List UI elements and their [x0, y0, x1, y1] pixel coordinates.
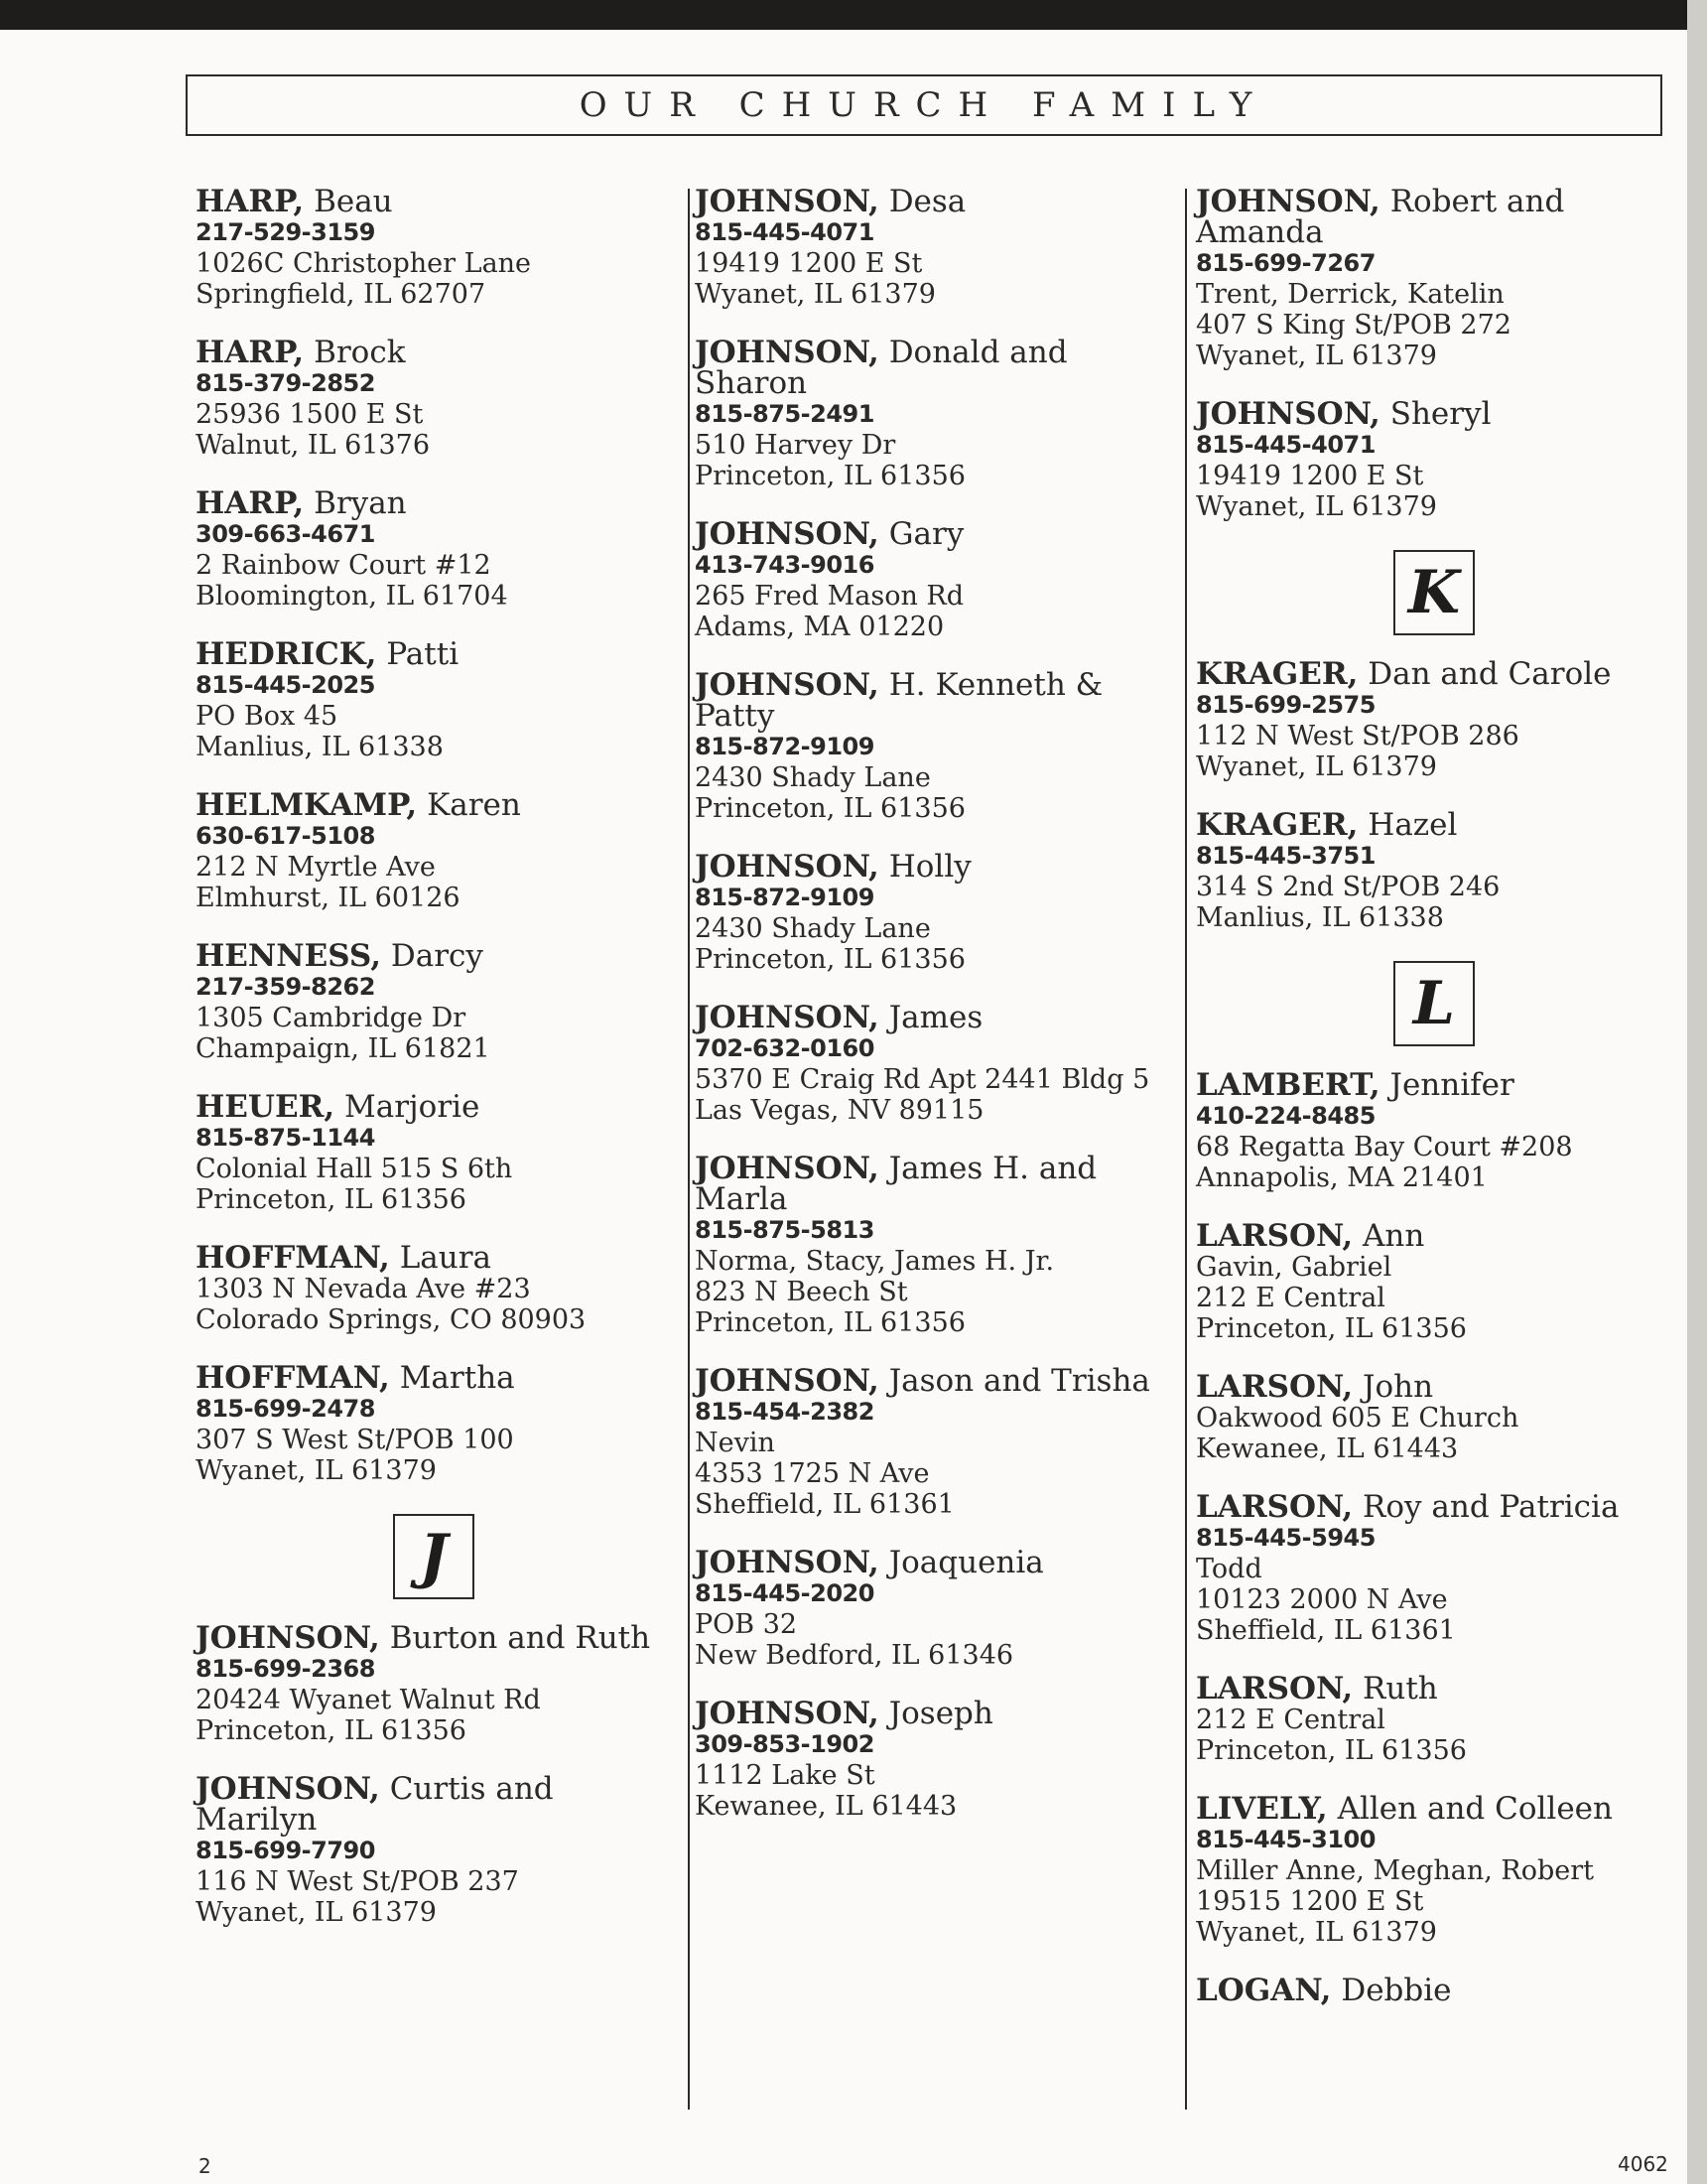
entry-given-names: H. Kenneth & Patty — [695, 667, 1104, 734]
entry-address-line: New Bedford, IL 61346 — [695, 1640, 1014, 1671]
entry-name — [695, 335, 1171, 401]
entry-name — [1196, 1791, 1672, 1827]
entry-name — [196, 1771, 672, 1838]
entry-given-names: Brock — [314, 335, 406, 370]
entry-given-names: Marjorie — [344, 1089, 480, 1125]
entry-surname: HARP, — [196, 184, 305, 219]
entry-given-names: Ruth — [1363, 1671, 1438, 1706]
entry-name — [1196, 1369, 1672, 1405]
entry-name — [196, 787, 672, 823]
entry-address-line: 510 Harvey Dr — [695, 430, 896, 461]
directory-entry — [1196, 396, 1672, 522]
page-number: 2 — [198, 2154, 211, 2178]
directory-column-1 — [196, 184, 672, 1956]
document-code: 4062 — [1618, 2152, 1668, 2176]
directory-entry — [196, 485, 672, 612]
entry-address-line: 1026C Christopher Lane — [196, 248, 532, 279]
entry-name — [695, 1363, 1171, 1399]
entry-phone: 630-617-5108 — [196, 822, 375, 850]
entry-address-line: 1112 Lake St — [695, 1760, 875, 1791]
entry-address-line: 314 S 2nd St/POB 246 — [1196, 872, 1501, 902]
entry-name — [695, 1545, 1171, 1580]
directory-entry — [695, 849, 1171, 975]
entry-phone: 815-445-3751 — [1196, 842, 1376, 870]
entry-address-line: Princeton, IL 61356 — [695, 793, 966, 824]
entry-name — [196, 485, 672, 521]
entry-surname: HELMKAMP, — [196, 787, 418, 823]
directory-entry — [695, 1363, 1171, 1520]
entry-surname: LARSON, — [1196, 1489, 1354, 1525]
entry-surname: KRAGER, — [1196, 807, 1359, 843]
entry-address-line: 10123 2000 N Ave — [1196, 1584, 1448, 1615]
entry-name — [1196, 396, 1672, 432]
directory-column-2 — [695, 184, 1171, 1849]
directory-entry — [695, 1151, 1171, 1338]
entry-phone: 815-875-2491 — [695, 400, 874, 428]
entry-address-line: Bloomington, IL 61704 — [196, 581, 508, 612]
entry-given-names: Gary — [888, 516, 965, 552]
directory-entry — [1196, 1369, 1672, 1464]
entry-given-names: Ann — [1363, 1218, 1425, 1254]
section-letter-k: K — [1393, 550, 1475, 635]
entry-address-line: 68 Regatta Bay Court #208 — [1196, 1132, 1573, 1162]
column-divider — [1185, 189, 1187, 2110]
entry-address-line: 1303 N Nevada Ave #23 — [196, 1274, 531, 1304]
entry-address-line: Manlius, IL 61338 — [196, 732, 444, 762]
entry-name — [196, 1620, 672, 1656]
directory-entry — [1196, 1218, 1672, 1344]
entry-surname: JOHNSON, — [1196, 184, 1380, 219]
entry-phone: 815-699-2575 — [1196, 691, 1376, 719]
entry-address-line: Miller Anne, Meghan, Robert — [1196, 1855, 1594, 1886]
entry-phone: 815-445-4071 — [1196, 431, 1376, 459]
entry-given-names: Curtis and Marilyn — [196, 1771, 554, 1838]
entry-given-names: Debbie — [1341, 1973, 1452, 2008]
title-box — [186, 74, 1662, 136]
entry-address-line: Springfield, IL 62707 — [196, 279, 486, 310]
directory-entry — [196, 636, 672, 762]
entry-address-line: Oakwood 605 E Church — [1196, 1403, 1519, 1433]
entry-address-line: 5370 E Craig Rd Apt 2441 Bldg 5 — [695, 1064, 1150, 1095]
entry-surname: JOHNSON, — [695, 849, 879, 885]
entry-name — [695, 1000, 1171, 1035]
directory-entry — [695, 335, 1171, 491]
directory-entry — [1196, 184, 1672, 371]
entry-address-line: Princeton, IL 61356 — [1196, 1735, 1467, 1766]
entry-address-line: Princeton, IL 61356 — [695, 944, 966, 975]
entry-surname: HARP, — [196, 335, 305, 370]
entry-surname: JOHNSON, — [695, 667, 879, 703]
directory-entry — [695, 184, 1171, 310]
entry-address-line: 2 Rainbow Court #12 — [196, 550, 491, 581]
directory-entry — [1196, 656, 1672, 782]
directory-entry — [1196, 1791, 1672, 1948]
entry-address-line: Adams, MA 01220 — [695, 612, 945, 642]
directory-entry — [196, 938, 672, 1064]
entry-phone: 815-872-9109 — [695, 884, 874, 911]
entry-name — [1196, 1671, 1672, 1706]
entry-given-names: Jennifer — [1389, 1067, 1514, 1103]
entry-name — [695, 184, 1171, 219]
entry-surname: JOHNSON, — [196, 1771, 380, 1807]
entry-name — [196, 1240, 672, 1276]
directory-entry — [196, 184, 672, 310]
directory-entry — [1196, 1067, 1672, 1193]
directory-column-3 — [1196, 184, 1672, 2034]
entry-address-line: Gavin, Gabriel — [1196, 1252, 1392, 1283]
directory-entry — [196, 1089, 672, 1215]
entry-surname: LOGAN, — [1196, 1973, 1332, 2008]
section-letter-l: L — [1393, 961, 1475, 1046]
entry-surname: HEUER, — [196, 1089, 335, 1125]
entry-phone: 815-699-2478 — [196, 1395, 375, 1423]
entry-surname: HOFFMAN, — [196, 1240, 390, 1276]
entry-address-line: 212 N Myrtle Ave — [196, 852, 436, 883]
entry-address-line: Wyanet, IL 61379 — [1196, 491, 1437, 522]
entry-address-line: Nevin — [695, 1428, 775, 1458]
directory-entry — [1196, 1671, 1672, 1766]
entry-surname: LIVELY, — [1196, 1791, 1328, 1827]
entry-address-line: Kewanee, IL 61443 — [695, 1791, 958, 1822]
entry-phone: 217-359-8262 — [196, 973, 375, 1001]
entry-surname: LARSON, — [1196, 1671, 1354, 1706]
entry-given-names: Martha — [399, 1360, 515, 1396]
entry-name — [1196, 656, 1672, 692]
entry-given-names: Sheryl — [1389, 396, 1492, 432]
entry-address-line: Sheffield, IL 61361 — [695, 1489, 955, 1520]
directory-entry — [695, 516, 1171, 642]
entry-given-names: Burton and Ruth — [389, 1620, 651, 1656]
entry-address-line: Colorado Springs, CO 80903 — [196, 1304, 587, 1335]
entry-name — [1196, 1489, 1672, 1525]
entry-surname: HENNESS, — [196, 938, 381, 974]
entry-phone: 815-872-9109 — [695, 733, 874, 760]
entry-name — [1196, 184, 1672, 250]
entry-phone: 217-529-3159 — [196, 218, 375, 246]
entry-address-line: Wyanet, IL 61379 — [1196, 341, 1437, 371]
entry-address-line: 20424 Wyanet Walnut Rd — [196, 1685, 541, 1715]
entry-given-names: Karen — [427, 787, 521, 823]
entry-address-line: Todd — [1196, 1554, 1262, 1584]
entry-address-line: Princeton, IL 61356 — [196, 1715, 466, 1746]
entry-address-line: 4353 1725 N Ave — [695, 1458, 930, 1489]
entry-address-line: Princeton, IL 61356 — [1196, 1313, 1467, 1344]
entry-given-names: Holly — [888, 849, 972, 885]
entry-address-line: Wyanet, IL 61379 — [1196, 1917, 1437, 1948]
entry-given-names: Joseph — [888, 1696, 993, 1731]
entry-phone: 815-445-2020 — [695, 1579, 874, 1607]
entry-address-line: Princeton, IL 61356 — [196, 1184, 466, 1215]
entry-name — [1196, 1067, 1672, 1103]
entry-address-line: Colonial Hall 515 S 6th — [196, 1154, 513, 1184]
entry-address-line: Trent, Derrick, Katelin — [1196, 279, 1505, 310]
entry-name — [196, 335, 672, 370]
entry-address-line: 2430 Shady Lane — [695, 913, 931, 944]
entry-surname: LARSON, — [1196, 1218, 1354, 1254]
entry-address-line: PO Box 45 — [196, 701, 338, 732]
entry-address-line: 823 N Beech St — [695, 1277, 908, 1307]
entry-phone: 815-445-2025 — [196, 671, 375, 699]
entry-address-line: 25936 1500 E St — [196, 399, 424, 430]
directory-entry — [196, 1240, 672, 1335]
entry-address-line: Wyanet, IL 61379 — [196, 1897, 437, 1928]
entry-name — [196, 938, 672, 974]
entry-given-names: Patti — [386, 636, 460, 672]
entry-surname: JOHNSON, — [695, 1696, 879, 1731]
directory-entry — [1196, 1489, 1672, 1646]
column-divider — [688, 189, 690, 2110]
entry-surname: JOHNSON, — [695, 1363, 879, 1399]
entry-surname: HEDRICK, — [196, 636, 377, 672]
directory-entry — [196, 1771, 672, 1928]
entry-surname: JOHNSON, — [695, 335, 879, 370]
entry-name — [695, 667, 1171, 734]
entry-address-line: Princeton, IL 61356 — [695, 1307, 966, 1338]
directory-entry — [196, 1360, 672, 1486]
entry-surname: JOHNSON, — [196, 1620, 380, 1656]
directory-entry — [196, 787, 672, 913]
entry-surname: LARSON, — [1196, 1369, 1354, 1405]
entry-phone: 702-632-0160 — [695, 1034, 874, 1062]
entry-phone: 815-699-7790 — [196, 1837, 375, 1864]
entry-address-line: 407 S King St/POB 272 — [1196, 310, 1511, 341]
directory-entry — [1196, 1973, 1672, 2008]
entry-phone: 815-445-5945 — [1196, 1524, 1376, 1552]
entry-given-names: Beau — [314, 184, 393, 219]
entry-phone: 815-379-2852 — [196, 369, 375, 397]
entry-phone: 815-454-2382 — [695, 1398, 874, 1426]
entry-phone: 815-445-4071 — [695, 218, 874, 246]
entry-address-line: 116 N West St/POB 237 — [196, 1866, 519, 1897]
entry-phone: 815-875-1144 — [196, 1124, 375, 1152]
directory-entry — [1196, 807, 1672, 933]
entry-phone: 815-699-2368 — [196, 1655, 375, 1683]
entry-phone: 410-224-8485 — [1196, 1102, 1376, 1130]
entry-name — [196, 636, 672, 672]
entry-given-names: Desa — [888, 184, 967, 219]
entry-address-line: 19515 1200 E St — [1196, 1886, 1424, 1917]
entry-surname: JOHNSON, — [695, 184, 879, 219]
entry-given-names: Robert and Amanda — [1196, 184, 1565, 250]
entry-given-names: Donald and Sharon — [695, 335, 1068, 401]
directory-entry — [695, 667, 1171, 824]
entry-name — [695, 1696, 1171, 1731]
directory-entry — [196, 335, 672, 461]
entry-address-line: Wyanet, IL 61379 — [695, 279, 936, 310]
entry-given-names: John — [1363, 1369, 1434, 1405]
scan-right-edge — [1687, 0, 1707, 2184]
entry-surname: JOHNSON, — [695, 1000, 879, 1035]
entry-surname: KRAGER, — [1196, 656, 1359, 692]
entry-phone: 309-853-1902 — [695, 1730, 874, 1758]
entry-address-line: Wyanet, IL 61379 — [196, 1455, 437, 1486]
entry-phone: 815-875-5813 — [695, 1216, 874, 1244]
entry-address-line: Sheffield, IL 61361 — [1196, 1615, 1456, 1646]
entry-given-names: Allen and Colleen — [1337, 1791, 1613, 1827]
entry-given-names: Jason and Trisha — [888, 1363, 1150, 1399]
entry-address-line: Champaign, IL 61821 — [196, 1033, 490, 1064]
directory-entry — [695, 1696, 1171, 1822]
entry-address-line: 212 E Central — [1196, 1705, 1385, 1735]
entry-phone: 309-663-4671 — [196, 520, 375, 548]
entry-address-line: 19419 1200 E St — [695, 248, 923, 279]
entry-address-line: Wyanet, IL 61379 — [1196, 751, 1437, 782]
entry-surname: JOHNSON, — [695, 1545, 879, 1580]
directory-entry — [695, 1545, 1171, 1671]
entry-name — [695, 516, 1171, 552]
entry-address-line: Elmhurst, IL 60126 — [196, 883, 460, 913]
entry-name — [1196, 1973, 1672, 2008]
entry-name — [695, 849, 1171, 885]
entry-address-line: 112 N West St/POB 286 — [1196, 721, 1519, 751]
entry-address-line: 212 E Central — [1196, 1283, 1385, 1313]
entry-address-line: 2430 Shady Lane — [695, 762, 931, 793]
entry-given-names: Hazel — [1368, 807, 1458, 843]
entry-name — [196, 184, 672, 219]
entry-given-names: Darcy — [390, 938, 483, 974]
entry-given-names: Bryan — [314, 485, 407, 521]
directory-entry — [196, 1620, 672, 1746]
entry-name — [196, 1360, 672, 1396]
section-letter-j: J — [393, 1514, 474, 1599]
entry-address-line: Las Vegas, NV 89115 — [695, 1095, 985, 1126]
entry-address-line: 19419 1200 E St — [1196, 461, 1424, 491]
entry-address-line: Norma, Stacy, James H. Jr. — [695, 1246, 1055, 1277]
entry-address-line: 307 S West St/POB 100 — [196, 1425, 514, 1455]
entry-name — [1196, 1218, 1672, 1254]
entry-given-names: Laura — [399, 1240, 492, 1276]
entry-address-line: 265 Fred Mason Rd — [695, 581, 965, 612]
directory-entry — [695, 1000, 1171, 1126]
entry-phone: 413-743-9016 — [695, 551, 874, 579]
scan-top-border — [0, 0, 1707, 30]
entry-address-line: POB 32 — [695, 1609, 798, 1640]
entry-phone: 815-699-7267 — [1196, 249, 1376, 277]
entry-surname: HARP, — [196, 485, 305, 521]
entry-address-line: Kewanee, IL 61443 — [1196, 1433, 1459, 1464]
entry-name — [1196, 807, 1672, 843]
page-title: OUR CHURCH FAMILY — [579, 85, 1269, 125]
entry-given-names: Dan and Carole — [1368, 656, 1612, 692]
entry-surname: JOHNSON, — [1196, 396, 1380, 432]
entry-given-names: Joaquenia — [888, 1545, 1044, 1580]
entry-name — [196, 1089, 672, 1125]
entry-surname: HOFFMAN, — [196, 1360, 390, 1396]
entry-address-line: 1305 Cambridge Dr — [196, 1003, 466, 1033]
entry-address-line: Princeton, IL 61356 — [695, 461, 966, 491]
entry-given-names: Roy and Patricia — [1363, 1489, 1620, 1525]
entry-surname: JOHNSON, — [695, 516, 879, 552]
entry-given-names: James H. and Marla — [695, 1151, 1098, 1217]
entry-surname: JOHNSON, — [695, 1151, 879, 1186]
entry-address-line: Manlius, IL 61338 — [1196, 902, 1444, 933]
entry-given-names: James — [888, 1000, 984, 1035]
entry-phone: 815-445-3100 — [1196, 1826, 1376, 1853]
entry-address-line: Annapolis, MA 21401 — [1196, 1162, 1488, 1193]
entry-address-line: Walnut, IL 61376 — [196, 430, 430, 461]
entry-name — [695, 1151, 1171, 1217]
entry-surname: LAMBERT, — [1196, 1067, 1380, 1103]
